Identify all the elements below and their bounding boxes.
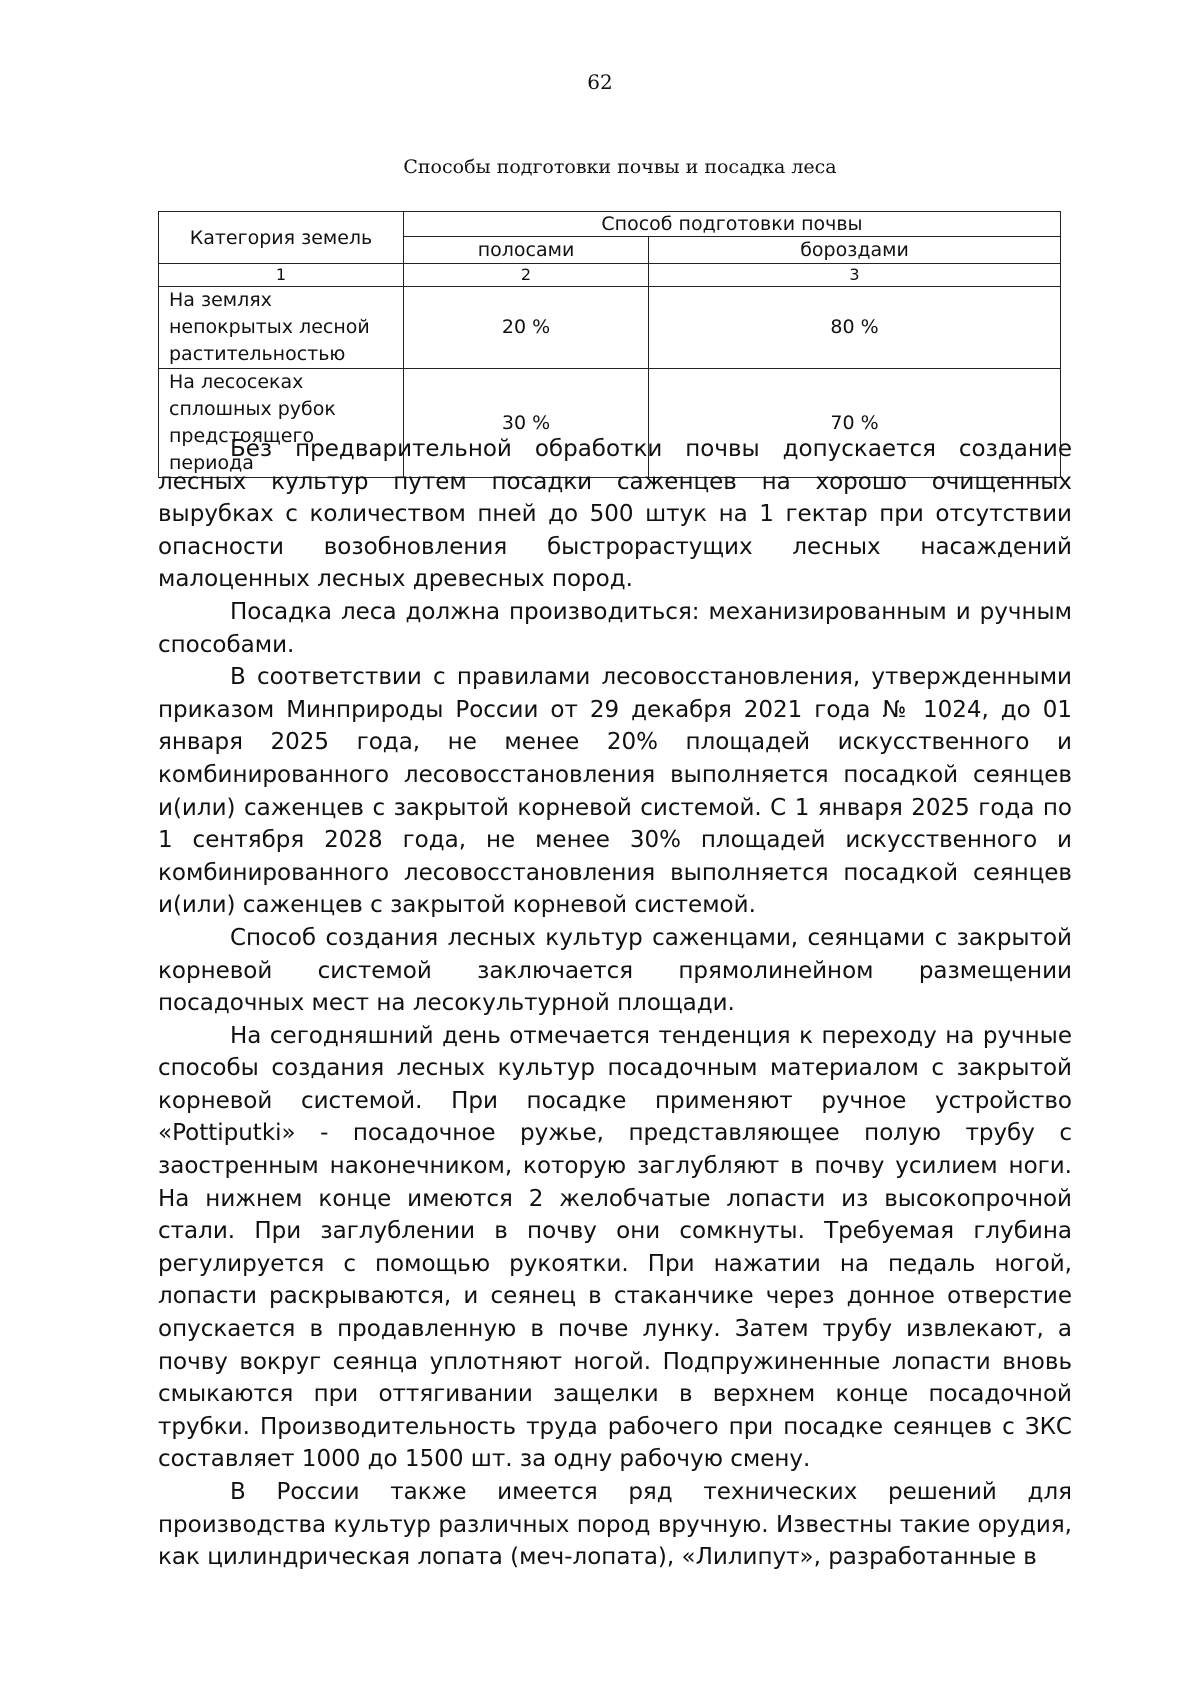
- row-category: На землях непокрытых лесной растительностью: [159, 287, 404, 369]
- paragraph: Посадка леса должна производиться: механизированным и ручным способами.: [158, 598, 1072, 658]
- header-furrows: бороздами: [649, 237, 1061, 264]
- table-caption: Способы подготовки почвы и посадка леса: [403, 156, 837, 178]
- paragraph: В соответствии с правилами лесовосстановления, утвержденными приказом Минприроды России от 29 декабря 2021 года № 1024, до 01 января 2025 года, не менее 20% площадей искусственного и комбинированного лесовосстановления выполняется посадкой сеянцев и(или) саженцев с закрытой корневой системой. С 1 января 2025 года по 1 сентября 2028 года, не менее 30% площадей искусственного и комбинированного лесовосстановления выполняется посадкой сеянцев и(или) саженцев с закрытой корневой системой.: [158, 664, 1072, 919]
- paragraph: В России также имеется ряд технических решений для производства культур различных пород вручную. Известны такие орудия, как цилиндрическая лопата (меч-лопата), «Лилипут», разработанные в: [158, 1479, 1072, 1571]
- table-row: [159, 287, 1061, 369]
- row-furrows: 70 %: [649, 369, 1061, 478]
- paragraph: Без предварительной обработки почвы допускается создание лесных культур путем посадки саженцев на хорошо очищенных вырубках с количеством пней до 500 штук на 1 гектар при отсутствии опасности возобновления быстрорастущих лесных насаждений малоценных лесных древесных пород.: [158, 436, 1072, 593]
- header-method: Способ подготовки почвы: [404, 212, 1061, 237]
- row-furrows: 80 %: [649, 287, 1061, 369]
- table-header-row: [159, 212, 1061, 237]
- paragraph: Способ создания лесных культур саженцами, сеянцами с закрытой корневой системой заключается прямолинейном размещении посадочных мест на лесокультурной площади.: [158, 924, 1072, 1017]
- index-cell: 3: [649, 264, 1061, 287]
- paragraph: На сегодняшний день отмечается тенденция к переходу на ручные способы создания лесных культур посадочным материалом с закрытой корневой системой. При посадке применяют ручное устройство «Pottiputki» - посадочное ружье, представляющее полую трубу с заостренным наконечником, которую заглубляют в почву усилием ноги. На нижнем конце имеются 2 желобчатые лопасти из высокопрочной стали. При заглублении в почву они сомкнуты. Требуемая глубина регулируется с помощью рукоятки. При нажатии на педаль ногой, лопасти раскрываются, и сеянец в стаканчике через донное отверстие опускается в продавленную в почве лунку. Затем трубу извлекают, а почву вокруг сеянца уплотняют ногой. Подпружиненные лопасти вновь смыкаются при оттягивании защелки в верхнем конце посадочной трубки. Производительность труда рабочего при посадке сеянцев с ЗКС составляет 1000 до 1500 шт. за одну рабочую смену.: [158, 1022, 1072, 1473]
- index-cell: 1: [159, 264, 404, 287]
- header-category: Категория земель: [159, 212, 404, 264]
- body-text: [158, 433, 1072, 1574]
- table-index-row: [159, 264, 1061, 287]
- row-category: На лесосеках сплошных рубок предстоящего периода: [159, 369, 404, 478]
- row-strips: 20 %: [404, 287, 649, 369]
- index-cell: 2: [404, 264, 649, 287]
- row-strips: 30 %: [404, 369, 649, 478]
- header-strips: полосами: [404, 237, 649, 264]
- page-number: 62: [587, 70, 613, 94]
